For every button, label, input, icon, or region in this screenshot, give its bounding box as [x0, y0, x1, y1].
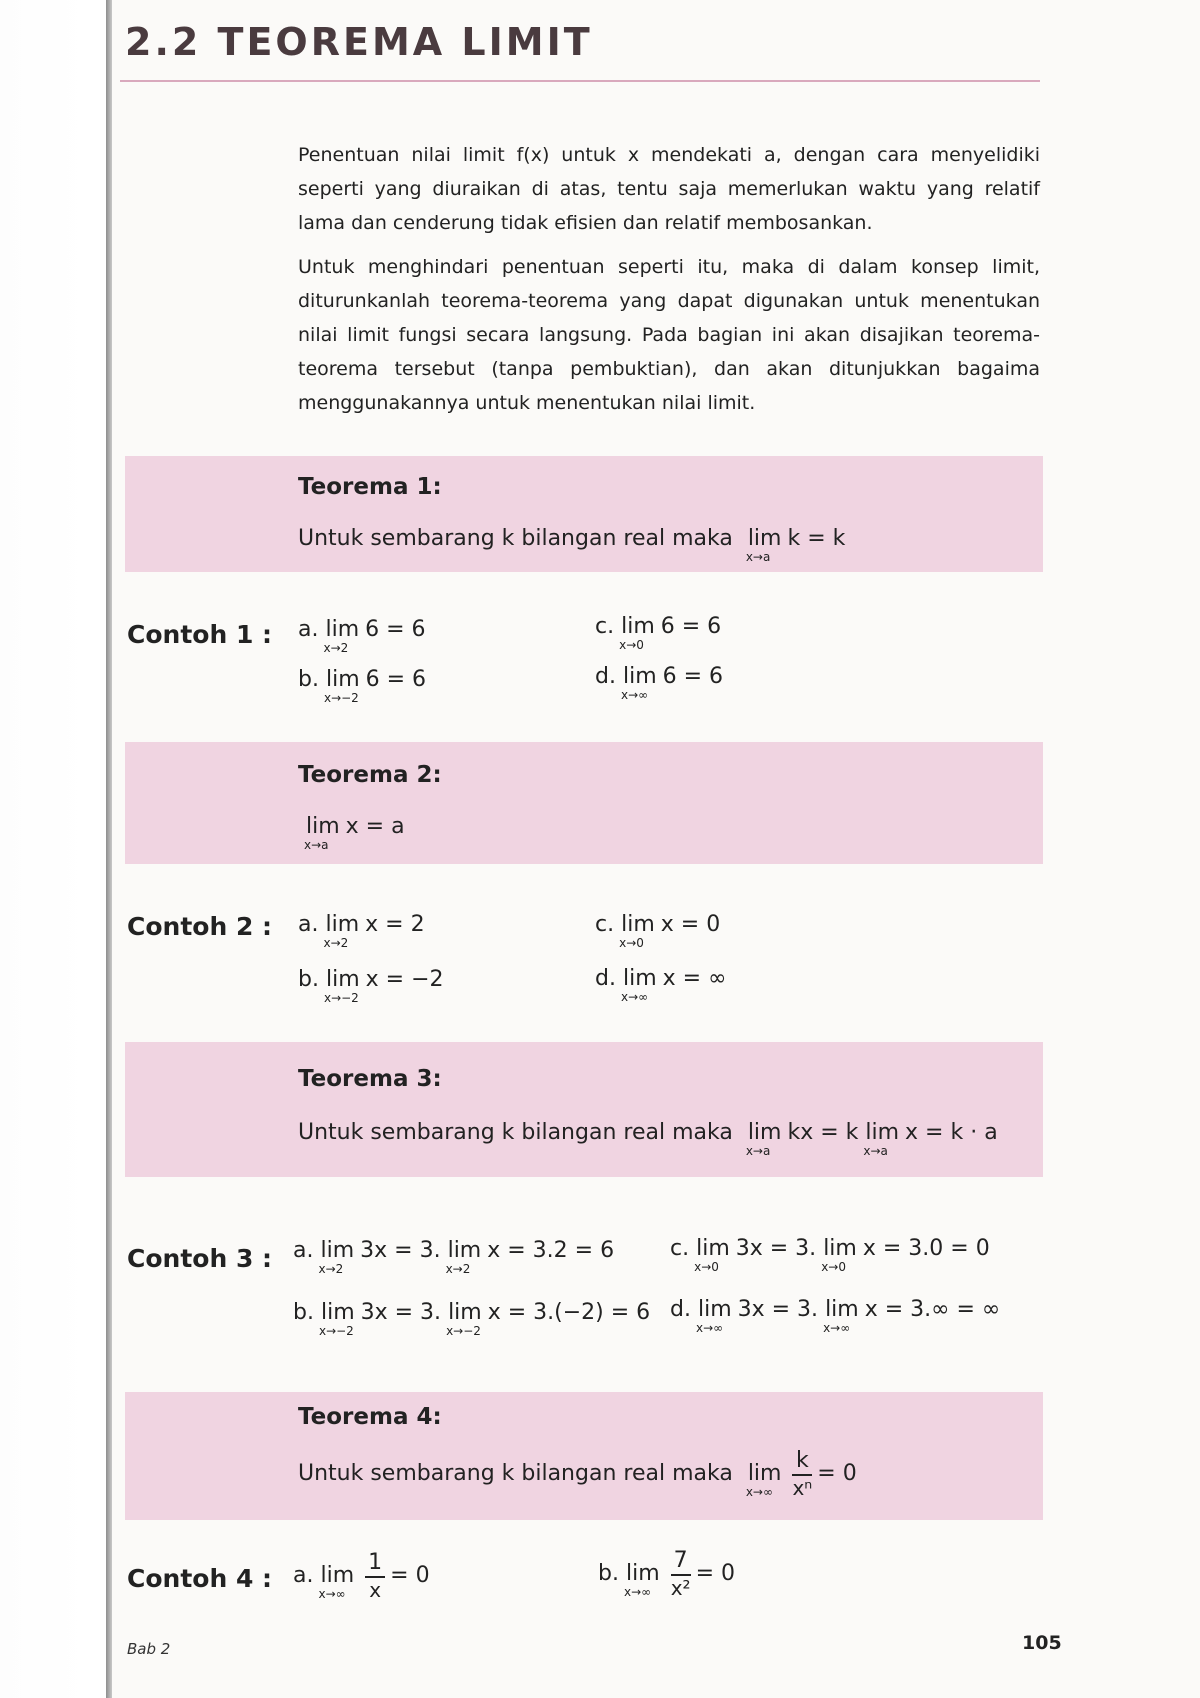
fraction: $\frac{k}{\text{xⁿ}}$	[792, 1448, 813, 1500]
theorem-3-box	[125, 1042, 1043, 1177]
theorem-1-statement	[298, 526, 846, 564]
intro-paragraph-2: Untuk menghindari penentuan seperti itu, maka di dalam konsep limit, diturunkanlah teorema-teorema yang dapat digunakan untuk menentukan nilai limit fungsi secara langsung. Pada bagian ini akan disajikan teorema-teorema tersebut (tanpa pembuktian), dan akan ditunjukkan bagaima menggunakannya untuk menentukan nilai limit.	[298, 256, 1040, 414]
theorem-2-box	[125, 742, 1043, 864]
theorem-1-text: Untuk sembarang k bilangan real maka	[298, 526, 733, 551]
example-3d: d. lim x→∞ 3x = 3. lim x→∞ x = 3.∞ = ∞	[670, 1297, 1001, 1335]
theorem-3-statement: Untuk sembarang k bilangan real maka lim x→a kx = k lim x→a x = k · a	[298, 1120, 998, 1158]
theorem-2-statement	[304, 814, 405, 852]
example-3c: c. lim x→0 3x = 3. lim x→0 x = 3.0 = 0	[670, 1236, 990, 1274]
example-3a: a. lim x→2 3x = 3. lim x→2 x = 3.2 = 6	[293, 1238, 615, 1276]
book-spine-shadow	[106, 0, 112, 1698]
theorem-1-expr: k = k	[787, 526, 846, 551]
example-3-label: Contoh 3 :	[127, 1244, 273, 1273]
example-1b: b. lim x→−2 6 = 6	[298, 667, 427, 705]
theorem-3-text: Untuk sembarang k bilangan real maka	[298, 1120, 733, 1145]
limit-operator: lim x→a	[304, 814, 340, 852]
section-title: 2.2 TEOREMA LIMIT	[125, 20, 593, 64]
theorem-1-title: Teorema 1:	[298, 474, 442, 500]
example-2a: a. lim x→2 x = 2	[298, 912, 425, 950]
example-1a: a. lim x→2 6 = 6	[298, 617, 426, 655]
theorem-2-expr: x = a	[345, 814, 405, 839]
page-margin	[0, 0, 112, 1698]
example-4b: b. lim x→∞ $\frac{7}{\text{x²}}$ = 0	[598, 1548, 736, 1600]
example-1-label: Contoh 1 :	[127, 620, 273, 649]
page-number: 105	[1022, 1632, 1062, 1654]
theorem-4-statement: Untuk sembarang k bilangan real maka lim x→∞ $\frac{k}{\text{xⁿ}}$ = 0	[298, 1448, 857, 1500]
example-4-label: Contoh 4 :	[127, 1564, 273, 1593]
chapter-label: Bab 2	[127, 1640, 171, 1658]
theorem-4-title: Teorema 4:	[298, 1404, 442, 1430]
example-4a: a. lim x→∞ $\frac{1}{x}$ = 0	[293, 1550, 430, 1602]
theorem-2-title: Teorema 2:	[298, 762, 442, 788]
example-1c: c. lim x→0 6 = 6	[595, 614, 722, 652]
theorem-3-title: Teorema 3:	[298, 1066, 442, 1092]
intro-paragraph-1: Penentuan nilai limit f(x) untuk x mendekati a, dengan cara menyelidiki seperti yang diuraikan di atas, tentu saja memerlukan waktu yang relatif lama dan cenderung tidak efisien dan relatif membosankan.	[298, 144, 1040, 234]
limit-operator: lim x→∞	[745, 1461, 782, 1499]
example-2-label: Contoh 2 :	[127, 912, 273, 941]
limit-operator: lim x→a	[745, 526, 782, 564]
example-3b: b. lim x→−2 3x = 3. lim x→−2 x = 3.(−2) = 6	[293, 1300, 651, 1338]
limit-operator: lim x→a	[745, 1120, 782, 1158]
example-2b: b. lim x→−2 x = −2	[298, 967, 444, 1005]
example-2c: c. lim x→0 x = 0	[595, 912, 721, 950]
theorem-4-text: Untuk sembarang k bilangan real maka	[298, 1461, 733, 1486]
title-rule	[120, 80, 1040, 82]
example-2d: d. lim x→∞ x = ∞	[595, 966, 727, 1004]
limit-operator: lim x→a	[863, 1120, 900, 1158]
theorem-1-box	[125, 456, 1043, 572]
example-1d: d. lim x→∞ 6 = 6	[595, 664, 724, 702]
